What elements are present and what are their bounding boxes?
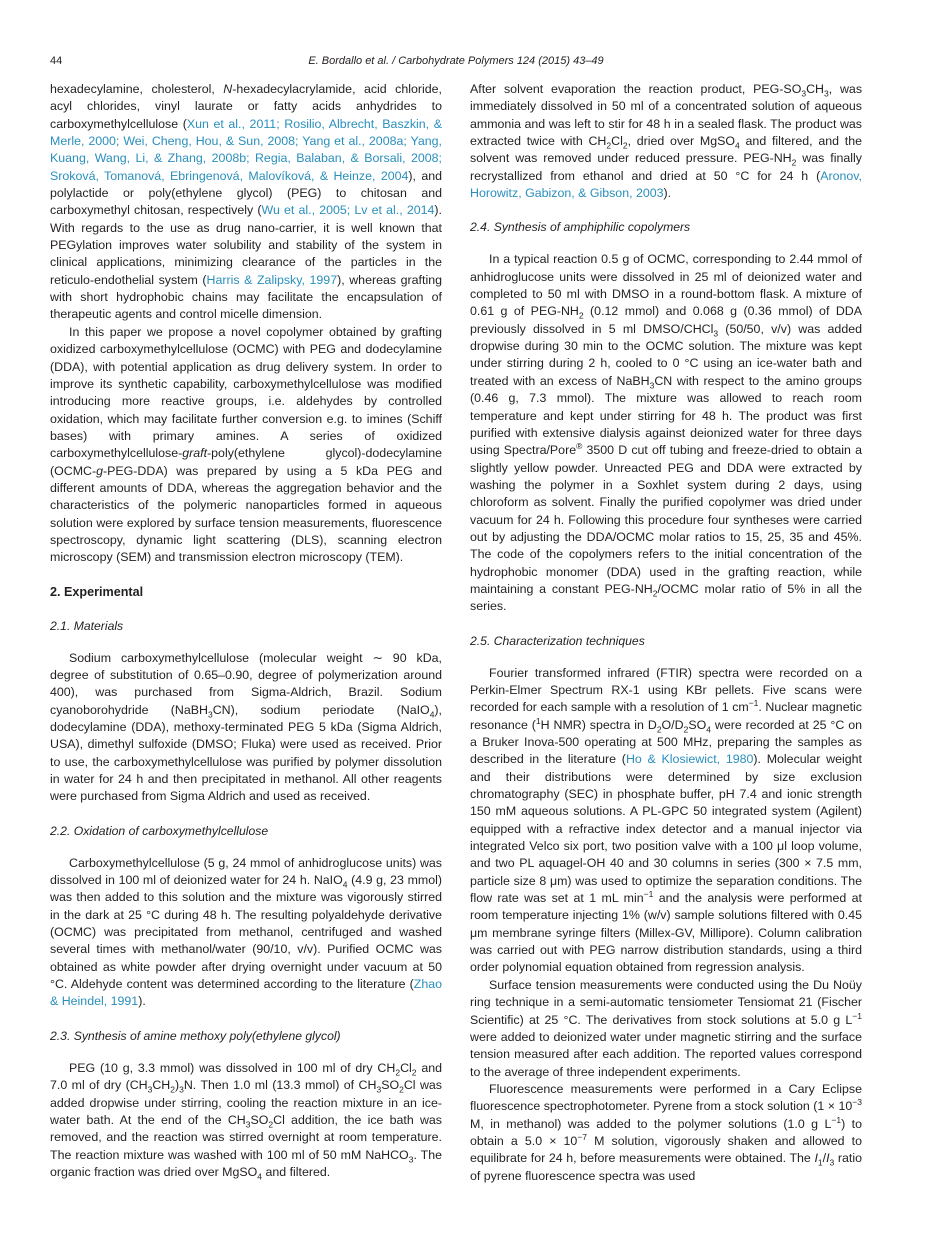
text-run: /OCMC molar ratio of 5% in all the series. (470, 581, 862, 614)
subscript: 1 (817, 1157, 823, 1168)
subscript: 2 (268, 1119, 274, 1130)
text-run: , was immediately dissolved in 50 ml of a concentrated solution of aqueous ammonia and was left to stir for 48 h in a sealed flask. The product was extracted twice with CH (470, 82, 863, 149)
section-heading (50, 1028, 442, 1045)
text-run: Sodium carboxymethylcellulose (molecular weight ∼ 90 kDa, degree of substitution of 0.65–0.90, degree of polymerization around 400), was purchased from Sigma-Aldrich, Brazil. Sodium cyanoborohydride (NaBH (50, 650, 442, 717)
subscript: 4 (735, 140, 740, 151)
subscript: 4 (342, 879, 348, 890)
citation-link[interactable]: Xun et al., 2011; Rosilio, Albrecht, Baszkin, & Merle, 2000; Wei, Cheng, Hou, & Sun, 2008; Yang et al., 2008a; Yang, Kuang, Wang, Li, & Zhang, 2008b; Regia, Balaban, & Borsali, 2008; Sroková, Tomanová, Ebringenová, Malovíková, & Heinze, 2004 (50, 116, 442, 183)
subscript: 2 (399, 1084, 404, 1095)
text-run: Cl (611, 134, 623, 149)
subscript: 3 (823, 88, 829, 99)
subscript: 3 (179, 1084, 184, 1095)
running-title: E. Bordallo et al. / Carbohydrate Polymers 124 (2015) 43–49 (308, 55, 604, 67)
text-run: . Nuclear magnetic resonance ( (470, 700, 862, 732)
text-run: ). (663, 186, 672, 201)
subscript: 3 (207, 709, 213, 720)
text-run: Fourier transformed infrared (FTIR) spectra were recorded on a Perkin-Elmer Spectrum RX-1 using KBr pellets. Five scans were recorded for each sample with a resolution of 1 cm (470, 665, 862, 715)
superscript: −1 (852, 1010, 862, 1021)
text-run: M solution, vigorously shaken and allowed to equilibrate for 24 h, before measurements were obtained. The (470, 1133, 862, 1166)
text-run: (0.12 mmol) and 0.068 g (0.36 mmol) of DDA previously dissolved in 5 ml DMSO/CHCl (470, 304, 863, 336)
text-run: 2. Experimental (50, 584, 144, 599)
text-run: In this paper we propose a novel copolymer obtained by grafting oxidized carboxymethylcellulose (OCMC) with PEG and dodecylamine (DDA), with potential application as drug delivery system. In order to improve its synthetic capability, carboxymethylcellulose was modified introducing more reactive groups, i.e. aldehydes by controlled oxidation, which may facilitate further conversion e.g. to imines (Schiff bases) with primary amines. A series of oxidized carboxymethylcellulose- (50, 324, 442, 461)
text-run: and 7.0 ml of dry (CH (50, 1060, 442, 1093)
superscript: −1 (748, 698, 759, 709)
superscript: −7 (577, 1131, 588, 1142)
subscript: 2 (656, 724, 662, 735)
subscript: 2 (683, 724, 689, 735)
text-run: SO (688, 717, 707, 732)
italic-text: I (814, 1151, 818, 1166)
text-run: -PEG-DDA) was prepared by using a 5 kDa PEG and different amounts of DDA, whereas the aggregation behavior and the characteristics of the polymeric nanoparticles formed in aqueous solution were explored by surface tension measurements, fluorescence spectroscopy, dynamic light scattering (DLS), scanning electron microscopy (SEM) and transmission electron microscopy (TEM). (50, 463, 442, 565)
text-run: 2.4. Synthesis of amphiphilic copolymers (470, 220, 691, 235)
italic-text: I (826, 1151, 830, 1166)
text-run: ), whereas grafting with short hydrophobic chains may facilitate the encapsulation of therapeutic agents and control micelle dimension. (50, 272, 442, 322)
body-paragraph (50, 855, 442, 1011)
body-paragraph (50, 650, 442, 806)
section-heading (50, 823, 442, 840)
subscript: 4 (429, 709, 435, 720)
section-heading (50, 618, 442, 635)
text-run: were added to deionized water under magnetic stirring and the surface tension measured after each addition. The reported values correspond to the average of three independent experiments. (470, 1029, 862, 1079)
subscript: 3 (829, 1157, 835, 1168)
superscript: −1 (643, 888, 654, 899)
text-run: 2.2. Oxidation of carboxymethylcellulose (50, 823, 269, 838)
body-paragraph (50, 81, 442, 324)
text-run: (4.9 g, 23 mmol) was then added to this solution and the mixture was vigorously stirred in the dark at 25 °C during 48 h. The resulting polyaldehyde derivative (OCMC) was precipitated from methanol, centrifuged and washed several times with methanol/water (90/10, v/v). Purified OCMC was obtained as white powder after drying overnight under vacuum at 50 °C. Aldehyde content was determined according to the literature ( (50, 873, 442, 992)
subscript: 2 (395, 1067, 401, 1078)
text-run: was finally recrystallized from ethanol and dried at 50 °C for 24 h ( (470, 151, 862, 183)
text-run: SO (381, 1078, 400, 1093)
text-run: In a typical reaction 0.5 g of OCMC, corresponding to 2.44 mmol of anhidroglucose units were dissolved in 25 ml of deionized water and completed to 50 ml with DMSO in a round-bottom flask. A mixture of 0.61 g of PEG-NH (470, 252, 862, 319)
text-run: ). (138, 994, 146, 1009)
text-run: and filtered. (262, 1164, 331, 1179)
text-run: M, in methanol) was added to the polymer solutions (1.0 g L (470, 1116, 832, 1131)
subscript: 4 (706, 724, 711, 735)
subscript: 3 (649, 380, 655, 391)
text-run: 3500 D cut off tubing and freeze-dried to obtain a slightly yellow powder. Unreacted PEG and DDA were extracted by washing the polymer in a Soxhlet system during 2 days, using chloroform as solvent. Finally the purified copolymer was dried under vacuum for 24 h. Following this procedure four syntheses were carried out by adjusting the DDA/OCMC molar ratios to 15, 25, 35 and 45%. The code of the copolymers refers to the initial concentration of the hydrophobic monomer (DDA) used in the grafting reaction, while maintaining a constant PEG-NH (470, 443, 862, 596)
superscript: −3 (852, 1097, 862, 1108)
subscript: 2 (606, 140, 612, 151)
text-run: and the analysis were performed at room temperature injecting 1% (w/v) sample solutions filtered with 0.45 μm membrane syringe filters (Millex-GV, Millipore). Column calibration was carried out with PEG narrow distribution standards, using a third order polynomial equation obtained from regression analysis. (470, 891, 862, 975)
text-run: ratio of pyrene fluorescence spectra was used (470, 1151, 862, 1183)
text-run: After solvent evaporation the reaction product, PEG-SO (470, 82, 802, 96)
text-run: / (822, 1151, 827, 1166)
section-heading (50, 584, 442, 601)
right-column (470, 81, 862, 1185)
citation-link[interactable]: Zhao & Heindel, 1991 (50, 977, 442, 1009)
text-run: Carboxymethylcellulose (5 g, 24 mmol of anhidroglucose units) was dissolved in 100 ml of deionized water for 24 h. NaIO (50, 855, 442, 888)
text-run: Surface tension measurements were conducted using the Du Noüy ring technique in a semi-automatic tensiometer Tensiomat 21 (Fischer Scientific) at 25 °C. The derivatives from stock solutions at 5.0 g L (470, 977, 862, 1027)
citation-link[interactable]: Aronov, Horowitz, Gabizon, & Gibson, 2003 (470, 168, 862, 201)
page-number: 44 (50, 55, 63, 67)
text-run: 2.3. Synthesis of amine methoxy poly(ethylene glycol) (50, 1028, 341, 1043)
text-run: PEG (10 g, 3.3 mmol) was dissolved in 100 ml of dry CH (69, 1060, 396, 1075)
subscript: 3 (376, 1084, 382, 1095)
superscript: ® (576, 441, 583, 452)
text-run: CH (152, 1078, 171, 1093)
text-run: and filtered, and the solvent was removed under reduced pressure. PEG-NH (470, 134, 862, 166)
text-run: ), and polylactide or poly(ethylene glycol) (PEG) to chitosan and carboxymethyl chitosan, respectively ( (50, 168, 442, 218)
text-run: Fluorescence measurements were performed in a Cary Eclipse fluorescence spectrophotometer. Pyrene from a stock solution (1 × 10 (470, 1081, 862, 1114)
text-run: ). With regards to the use as drug nano-carrier, it is well known that PEGylation improves water solubility and stability of the system in clinical applications, minimizing clearance of the particles in the reticulo-endothelial system ( (50, 203, 442, 287)
text-run: N. Then 1.0 ml (13.3 mmol) of CH (183, 1078, 377, 1093)
subscript: 2 (578, 310, 584, 321)
citation-link[interactable]: Harris & Zalipsky, 1997 (206, 272, 338, 287)
subscript: 2 (622, 140, 628, 151)
body-paragraph (470, 81, 862, 202)
superscript: −1 (831, 1114, 842, 1125)
citation-link[interactable]: Wu et al., 2005; Lv et al., 2014 (261, 203, 435, 218)
subscript: 2 (411, 1067, 417, 1078)
subscript: 3 (245, 1119, 251, 1130)
subscript: 3 (801, 88, 807, 99)
italic-text: N (223, 82, 233, 96)
text-run: CN with respect to the amino groups (0.46 g, 7.3 mmol). The mixture was allowed to reach room temperature and kept under stirring for 48 h. The product was first purified with extensive dialysis against deionized water for three days using Spectra/Pore (470, 373, 862, 458)
text-run: 2.5. Characterization techniques (470, 633, 645, 648)
text-run: SO (250, 1112, 269, 1127)
subscript: 3 (713, 328, 719, 339)
text-run: ) to obtain a 5.0 × 10 (470, 1116, 862, 1148)
text-run: CN), sodium periodate (NaIO (212, 702, 430, 717)
text-run: . The organic fraction was dried over MgSO (50, 1147, 443, 1179)
text-run: , dried over MgSO (627, 134, 736, 149)
text-run: hexadecylamine, cholesterol, (50, 82, 224, 96)
section-heading (470, 219, 862, 236)
text-run: Cl (400, 1060, 412, 1075)
text-run: 2.1. Materials (50, 618, 124, 633)
subscript: 2 (652, 588, 658, 599)
subscript: 2 (791, 157, 797, 168)
text-run: ), dodecylamine (DDA), methoxy-terminated PEG 5 kDa (Sigma Aldrich, USA), dimethyl sulfoxide (DMSO; Fluka) were used as received. Prior to use, the carboxymethylcellulose was purified by polymer dissolution in water for 24 h and then precipitated in methanol. All other reagents were purchased from Sigma Aldrich and used as received. (50, 702, 442, 804)
text-run: CH (806, 82, 824, 96)
body-paragraph (50, 1060, 442, 1181)
text-run: -poly(ethylene glycol)-dodecylamine (OCMC- (50, 446, 442, 478)
citation-link[interactable]: Ho & Klosiewict, 1980 (625, 752, 754, 767)
subscript: 3 (408, 1154, 414, 1164)
body-paragraph (470, 251, 862, 615)
text-run: ). Molecular weight and their distributions were determined by size exclusion chromatography (SEC) in phosphate buffer, pH 7.4 and ionic strength 150 mM aqueous solutions. A PL-GPC 50 integrated system (Agilent) equipped with a refractive index detector and a manual injector via integrated Velco six port, two position valve with a 100 μl loop volume, and two PL aquagel-OH 40 and 30 columns in series (300 × 7.5 mm, particle size 8 μm) was used to optimize the separation conditions. The flow rate was set at 1 mL min (470, 752, 862, 906)
subscript: 3 (147, 1084, 153, 1095)
subscript: 2 (170, 1084, 175, 1095)
italic-text: g (96, 463, 104, 478)
body-paragraph (470, 1081, 862, 1185)
text-run: ) (174, 1078, 180, 1093)
body-paragraph (50, 324, 442, 567)
superscript: 1 (535, 715, 541, 726)
subscript: 4 (257, 1171, 263, 1182)
text-run: O/D (661, 717, 684, 732)
text-run: were recorded at 25 °C on a Bruker Inova-500 operating at 500 MHz, preparing the samples as described in the literature ( (470, 717, 862, 767)
text-run: (50/50, v/v) was added dropwise during 30 min to the OCMC solution. The mixture was kept under stirring during 2 h, cooled to 0 °C using an ice-water bath and treated with an excess of NaBH (470, 321, 862, 388)
body-paragraph (470, 665, 862, 977)
section-heading (470, 633, 862, 650)
text-run: -hexadecylacrylamide, acid chloride, acyl chlorides, vinyl laurate or fatty acids anhydrides to carboxymethylcellulose ( (50, 82, 442, 131)
text-run: H NMR) spectra in D (540, 717, 657, 732)
left-column (50, 81, 442, 1181)
italic-text: graft (182, 446, 208, 461)
body-paragraph (470, 977, 862, 1081)
text-run: Cl addition, the ice bath was removed, and the reaction was stirred overnight at room temperature. The reaction mixture was washed with 100 ml of 50 mM NaHCO (50, 1112, 442, 1162)
text-run: Cl was added dropwise under stirring, cooling the reaction mixture in an ice-water bath. At the end of the CH (50, 1078, 442, 1127)
